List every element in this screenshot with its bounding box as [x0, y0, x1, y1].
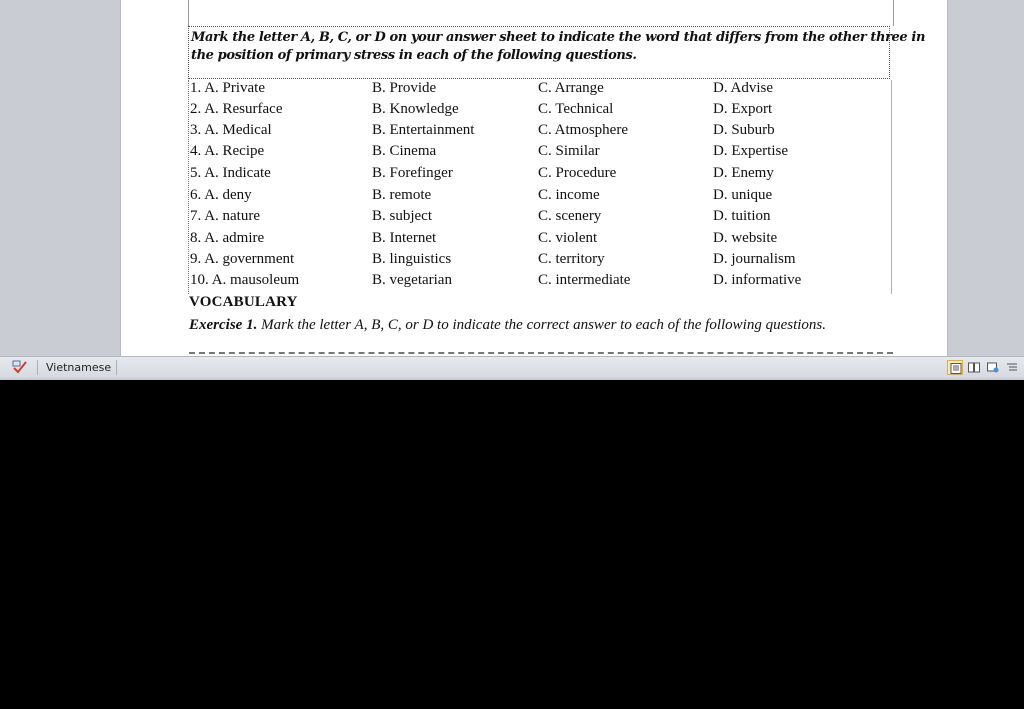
status-bar — [0, 356, 1024, 378]
option-c: C. intermediate — [538, 272, 631, 288]
option-a: A. deny — [204, 187, 252, 203]
option-d: D. Export — [713, 101, 773, 117]
document-page[interactable] — [120, 0, 948, 356]
option-c: C. Similar — [538, 143, 600, 159]
option-d: D. Suburb — [713, 122, 775, 138]
option-a: A. admire — [204, 230, 265, 246]
previous-table-border — [188, 0, 894, 26]
option-b: B. Knowledge — [372, 101, 459, 117]
question-row — [189, 101, 893, 122]
option-c: C. violent — [538, 230, 598, 246]
question-number: 7. — [190, 208, 202, 224]
option-c: C. Technical — [538, 101, 614, 117]
option-a: A. nature — [204, 208, 260, 224]
option-d: D. informative — [713, 272, 802, 288]
option-d: D. tuition — [713, 208, 771, 224]
question-row — [189, 251, 893, 272]
option-b: B. Internet — [372, 230, 437, 246]
option-c: C. scenery — [538, 208, 602, 224]
question-number: 6. — [190, 187, 202, 203]
print-layout-icon[interactable] — [947, 360, 963, 375]
option-c: C. income — [538, 187, 600, 203]
spell-check-icon[interactable] — [12, 360, 28, 374]
instructions-box — [188, 26, 925, 79]
option-a: A. government — [204, 251, 295, 267]
question-row — [189, 187, 893, 208]
status-separator — [116, 360, 117, 375]
option-d: D. Enemy — [713, 165, 774, 181]
question-number: 2. — [190, 101, 202, 117]
option-b: B. Cinema — [372, 143, 437, 159]
option-b: B. remote — [372, 187, 432, 203]
option-a: A. Indicate — [204, 165, 271, 181]
option-c: C. Atmosphere — [538, 122, 628, 138]
question-row — [189, 80, 893, 101]
question-number: 9. — [190, 251, 202, 267]
option-c: C. Arrange — [538, 80, 604, 96]
question-row — [189, 122, 893, 143]
question-row — [189, 230, 893, 251]
option-b: B. Forefinger — [372, 165, 453, 181]
option-a: A. Private — [204, 80, 266, 96]
outline-icon[interactable] — [1004, 360, 1020, 375]
question-number: 1. — [190, 80, 202, 96]
option-b: B. linguistics — [372, 251, 452, 267]
option-b: B. subject — [372, 208, 432, 224]
exercise-instruction — [189, 317, 826, 334]
question-row — [189, 143, 893, 164]
option-b: B. vegetarian — [372, 272, 452, 288]
question-number: 3. — [190, 122, 202, 138]
option-d: D. unique — [713, 187, 773, 203]
instructions-line-2: the position of primary stress in each of the following questions. — [191, 48, 637, 63]
instructions-line-1: Mark the letter A, B, C, or D on your answer sheet to indicate the word that differs from the other three in — [191, 30, 925, 45]
question-number: 10. — [190, 272, 209, 288]
question-number: 4. — [190, 143, 202, 159]
language-indicator[interactable]: Vietnamese — [46, 361, 112, 374]
option-d: D. Advise — [713, 80, 773, 96]
question-row — [189, 272, 893, 293]
option-a: A. Recipe — [204, 143, 265, 159]
option-a: A. mausoleum — [211, 272, 300, 288]
full-screen-reading-icon[interactable] — [966, 360, 982, 375]
question-number: 5. — [190, 165, 202, 181]
web-layout-icon[interactable] — [985, 360, 1001, 375]
exercise-text: Mark the letter A, B, C, or D to indicate the correct answer to each of the following questions. — [261, 317, 827, 333]
exercise-label: Exercise 1. — [189, 317, 258, 333]
option-d: D. website — [713, 230, 778, 246]
status-separator — [37, 360, 38, 375]
section-heading: VOCABULARY — [189, 294, 298, 310]
question-row — [189, 165, 893, 186]
option-c: C. Procedure — [538, 165, 617, 181]
option-b: B. Entertainment — [372, 122, 475, 138]
option-a: A. Resurface — [204, 101, 283, 117]
question-number: 8. — [190, 230, 202, 246]
option-d: D. Expertise — [713, 143, 788, 159]
questions-table — [188, 80, 892, 294]
option-b: B. Provide — [372, 80, 437, 96]
option-d: D. journalism — [713, 251, 796, 267]
option-a: A. Medical — [204, 122, 272, 138]
question-row — [189, 208, 893, 229]
option-c: C. territory — [538, 251, 605, 267]
